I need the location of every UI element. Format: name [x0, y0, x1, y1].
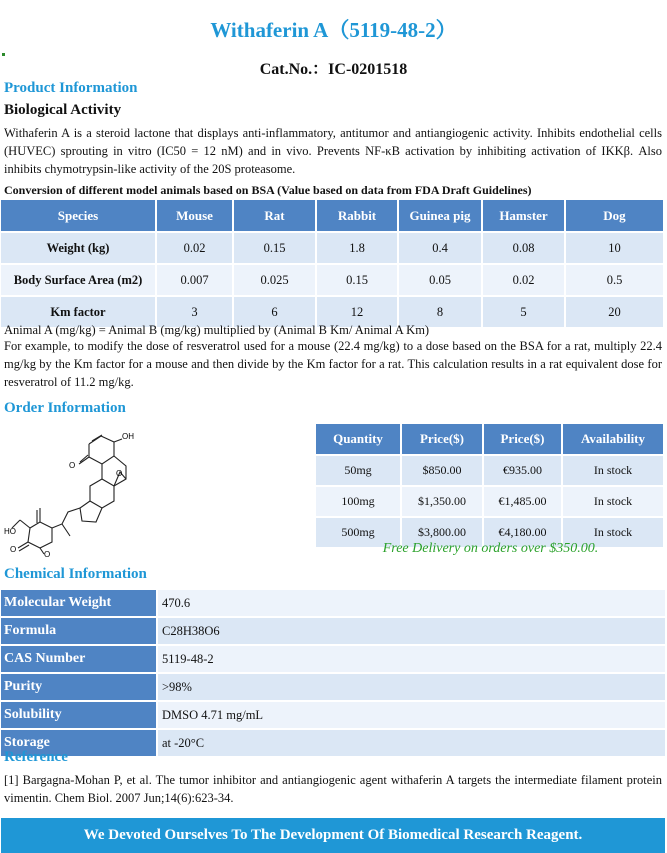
table-cell: 0.025: [233, 264, 316, 296]
table-cell: 3: [156, 296, 233, 327]
availability-cell: In stock: [562, 486, 664, 517]
column-header: Mouse: [156, 200, 233, 232]
oh-label: OH: [122, 432, 134, 441]
price-usd-cell: $1,350.00: [401, 486, 483, 517]
table-row[interactable]: [316, 455, 664, 486]
bsa-example-text: For example, to modify the dose of resveratrol used for a mouse (22.4 mg/kg) to a dose based on the BSA for a rat, multiply 22.4 mg/kg by the Km factor for a mouse and then divide by the Km factor for a rat. This calculation results in a rat equivalent dose for resveratrol of 11.2 mg/kg.: [4, 339, 662, 389]
price-usd-cell: $850.00: [401, 455, 483, 486]
property-value: DMSO 4.71 mg/mL: [157, 701, 665, 729]
table-cell: 1.8: [316, 232, 398, 264]
table-cell: 0.08: [482, 232, 565, 264]
table-cell: 0.02: [156, 232, 233, 264]
row-label: Km factor: [1, 296, 156, 327]
column-header: Availability: [562, 424, 664, 455]
property-label: Purity: [1, 673, 157, 701]
table-cell: 0.02: [482, 264, 565, 296]
reference-text: [1] Bargagna-Mohan P, et al. The tumor inhibitor and antiangiogenic agent withaferin A targets the intermediate filament protein vimentin. Chem Biol. 2007 Jun;14(6):623-34.: [4, 773, 662, 805]
free-delivery-note: Free Delivery on orders over $350.00.: [382, 541, 599, 556]
quantity-cell: 500mg: [316, 517, 401, 547]
column-header: Quantity: [316, 424, 401, 455]
catalog-number: Cat.No.：IC-0201518: [259, 61, 408, 78]
column-header: Rabbit: [316, 200, 398, 232]
column-header: Price($): [401, 424, 483, 455]
table-cell: 0.007: [156, 264, 233, 296]
column-header: Hamster: [482, 200, 565, 232]
availability-cell: In stock: [562, 517, 664, 547]
order-table: [316, 424, 665, 547]
oxygen-label: O: [44, 550, 51, 559]
table-cell: 12: [316, 296, 398, 327]
property-label: Molecular Weight: [1, 589, 157, 617]
table-cell: 8: [398, 296, 482, 327]
column-header: Species: [1, 200, 156, 232]
property-value: at -20°C: [157, 729, 665, 756]
table-cell: 0.15: [316, 264, 398, 296]
property-value: 470.6: [157, 589, 665, 617]
property-value: >98%: [157, 673, 665, 701]
column-header: Dog: [565, 200, 664, 232]
price-eur-cell: €935.00: [483, 455, 562, 486]
order-info-heading: Order Information: [4, 400, 126, 416]
table-cell: 20: [565, 296, 664, 327]
chemical-info-heading: Chemical Information: [4, 566, 147, 582]
bsa-formula-text: Animal A (mg/kg) = Animal B (mg/kg) multiplied by (Animal B Km/ Animal A Km): [4, 323, 430, 337]
page-title: Withaferin A（5119-48-2）: [210, 18, 457, 42]
reference-heading: Reference: [4, 749, 68, 765]
price-eur-cell: €1,485.00: [483, 486, 562, 517]
property-value: 5119-48-2: [157, 645, 665, 673]
column-header: Price($): [483, 424, 562, 455]
column-header: Guinea pig: [398, 200, 482, 232]
oxygen-label: O: [116, 469, 123, 478]
property-label: Solubility: [1, 701, 157, 729]
table-cell: 0.15: [233, 232, 316, 264]
table-cell: 10: [565, 232, 664, 264]
price-eur-cell: €4,180.00: [483, 517, 562, 547]
table-cell: 6: [233, 296, 316, 327]
product-info-heading: Product Information: [4, 80, 138, 96]
quantity-cell: 50mg: [316, 455, 401, 486]
table-cell: 0.4: [398, 232, 482, 264]
conversion-caption: Conversion of different model animals based on BSA (Value based on data from FDA Draft Guidelines): [4, 183, 532, 197]
availability-cell: In stock: [562, 455, 664, 486]
property-label: Storage: [1, 729, 157, 756]
table-row: [1, 617, 665, 645]
property-label: CAS Number: [1, 645, 157, 673]
property-label: Formula: [1, 617, 157, 645]
chemical-structure-image: [4, 424, 154, 559]
biological-activity-text: Withaferin A is a steroid lactone that displays anti-inflammatory, antitumor and antiangiogenic activity. Inhibits endothelial cells (HUVEC) sprouting in vitro (IC50 = 12 nM) and in vivo. Prevents NF-κB activation by inhibiting activation of IKKβ. Also inhibits chymotrypsin-like activity of the 20S proteasome.: [4, 126, 662, 176]
property-value: C28H38O6: [157, 617, 665, 645]
table-cell: 0.5: [565, 264, 664, 296]
row-label: Body Surface Area (m2): [1, 264, 156, 296]
footer-banner: We Devoted Ourselves To The Development Of Biomedical Research Reagent.: [1, 818, 665, 853]
table-row: [1, 645, 665, 673]
row-label: Weight (kg): [1, 232, 156, 264]
table-row: [1, 729, 665, 756]
table-row: [1, 232, 664, 264]
chemical-info-table: [1, 588, 665, 756]
table-cell: 5: [482, 296, 565, 327]
biological-activity-heading: Biological Activity: [4, 102, 122, 118]
bsa-conversion-table: [1, 200, 665, 327]
table-header-row: [1, 200, 664, 232]
table-row: [1, 673, 665, 701]
table-row[interactable]: [316, 486, 664, 517]
quantity-cell: 100mg: [316, 486, 401, 517]
column-header: Rat: [233, 200, 316, 232]
oxygen-label: O: [10, 545, 17, 554]
table-cell: 0.05: [398, 264, 482, 296]
ho-label: HO: [4, 527, 16, 536]
table-row: [1, 701, 665, 729]
oxygen-label: O: [69, 461, 76, 470]
table-row: [1, 589, 665, 617]
table-header-row: [316, 424, 664, 455]
table-row: [1, 264, 664, 296]
price-usd-cell: $3,800.00: [401, 517, 483, 547]
